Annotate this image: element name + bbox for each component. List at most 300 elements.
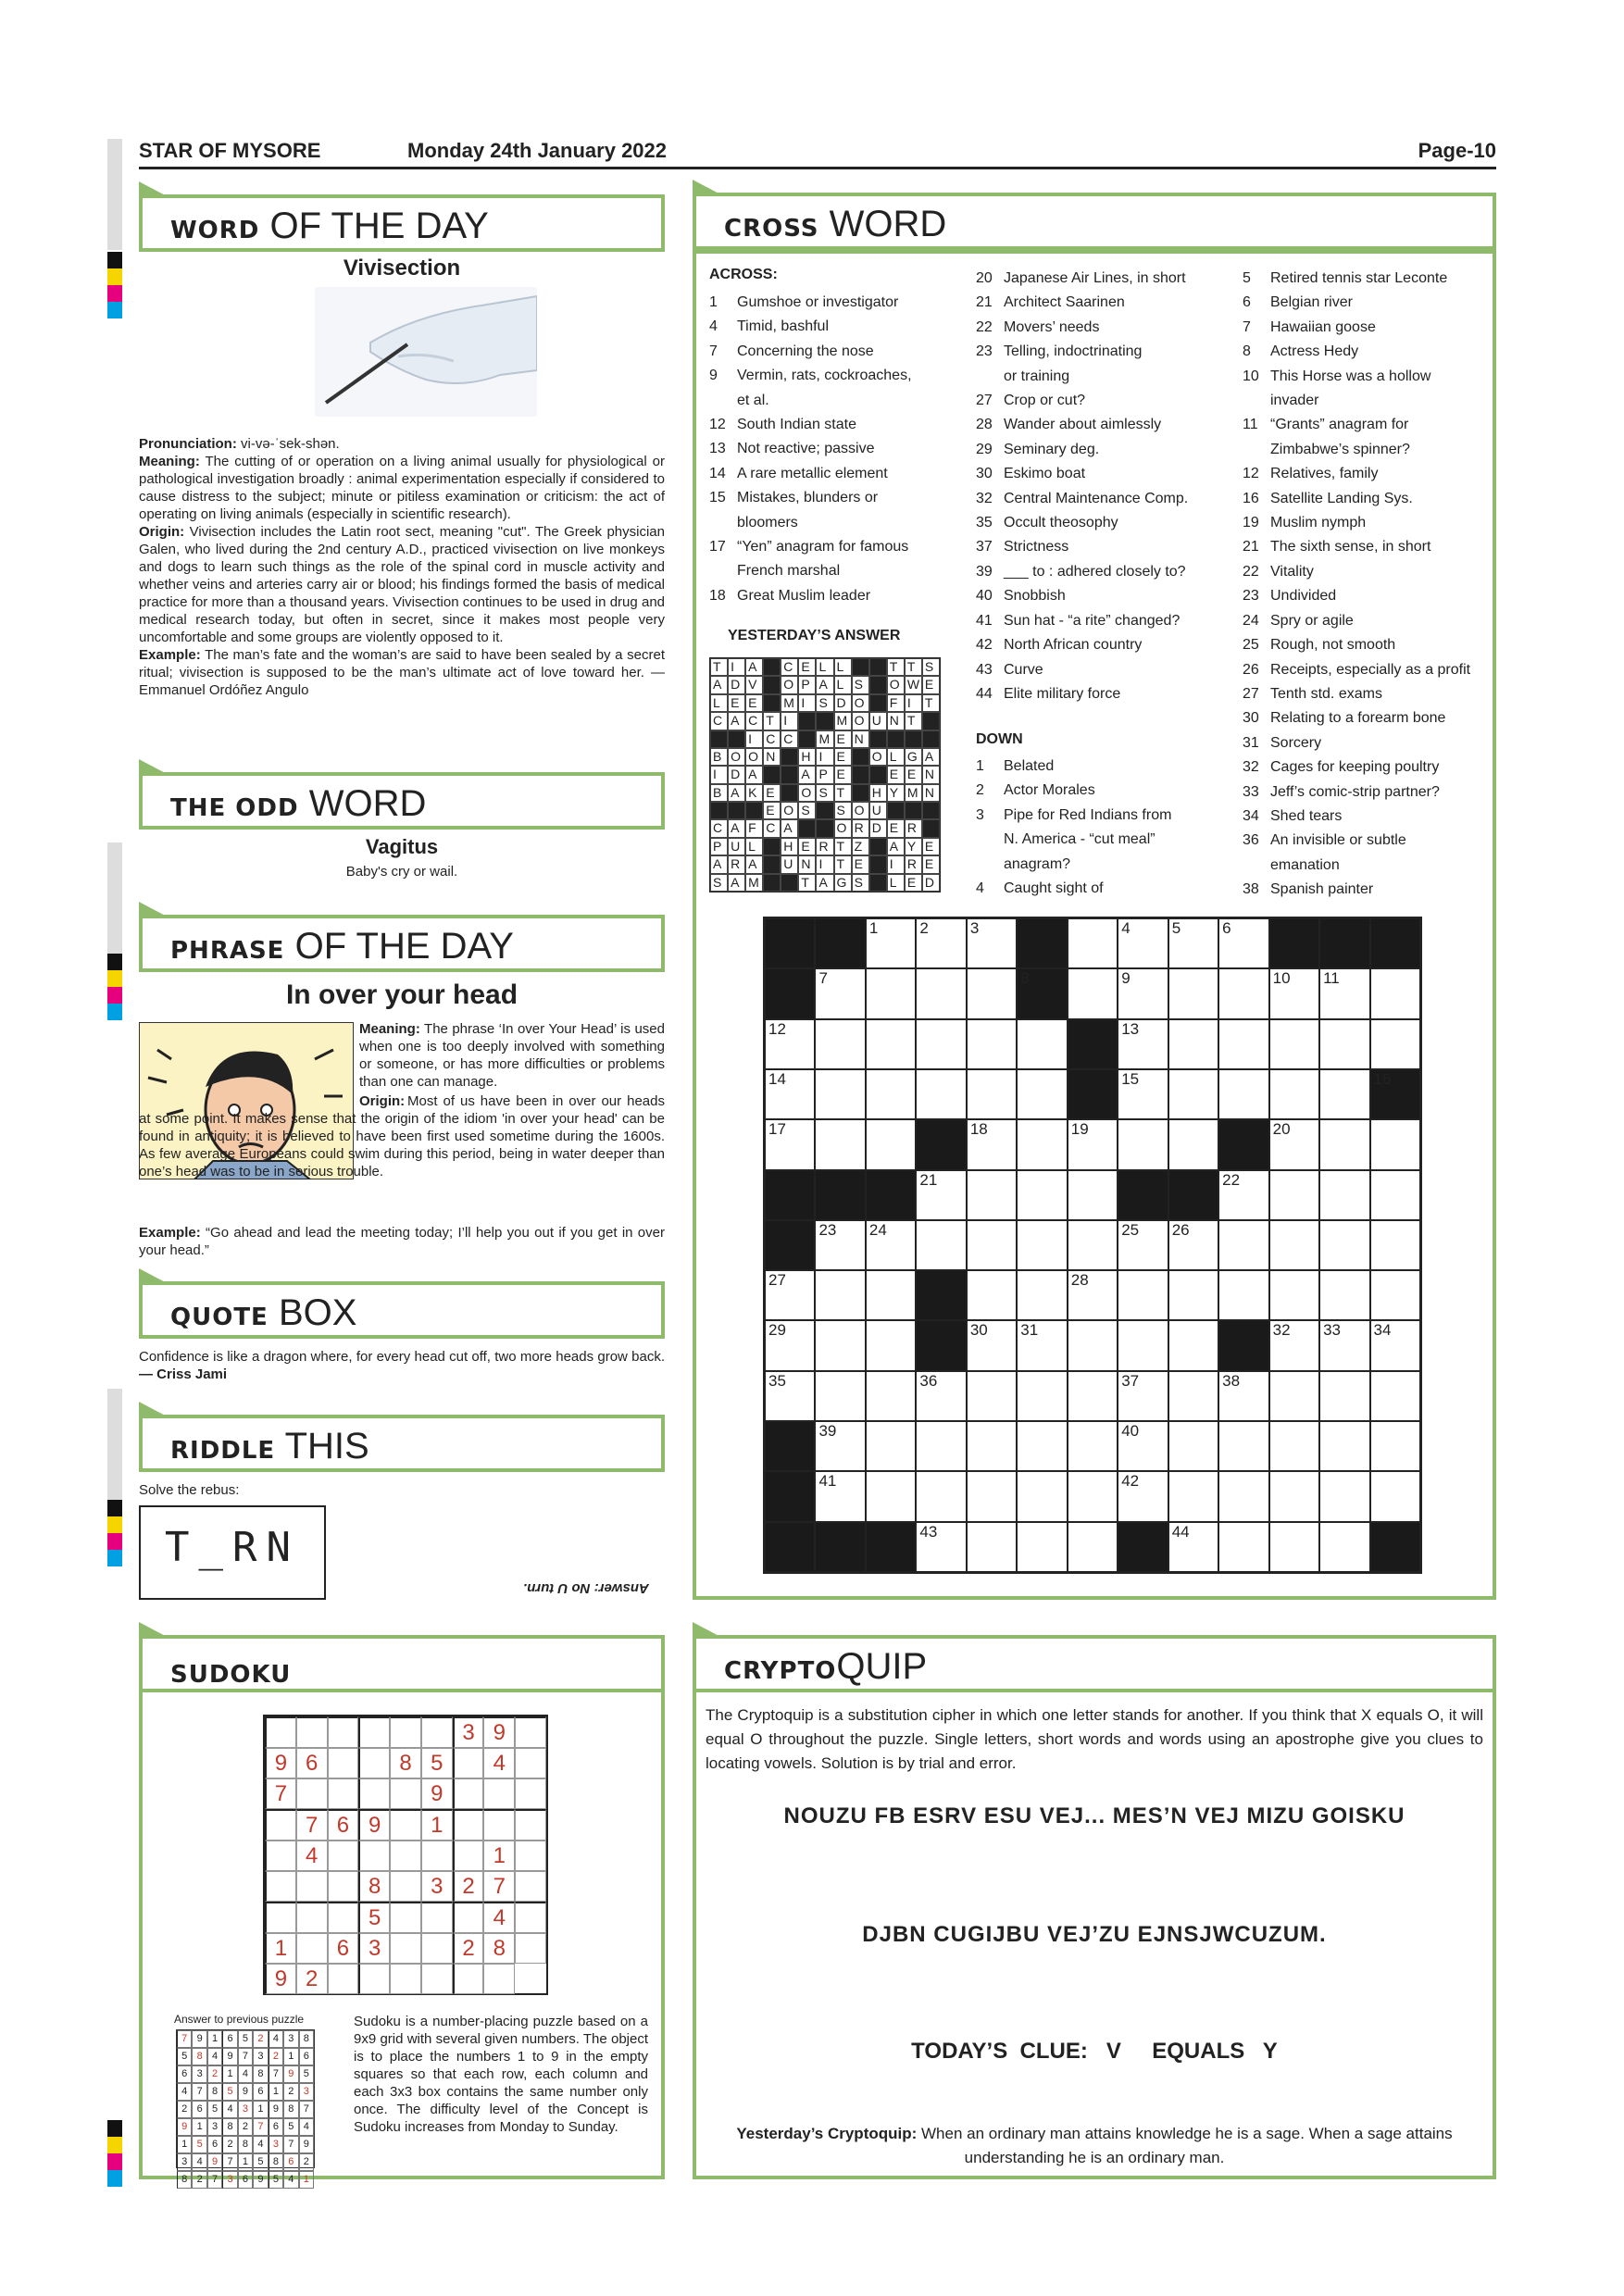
crossword-cell[interactable]	[967, 1069, 1017, 1119]
sudoku-cell[interactable]	[358, 1964, 390, 1994]
crossword-cell[interactable]	[1269, 1019, 1319, 1069]
yesterday-cell: Y	[887, 784, 905, 802]
sudoku-cell[interactable]: 4	[483, 1902, 515, 1933]
clue-text: Sun hat - “a rite” changed?	[1004, 612, 1181, 629]
cell-number: 27	[768, 1271, 786, 1290]
crossword-cell[interactable]	[1370, 1270, 1420, 1320]
crossword-cell[interactable]	[1068, 968, 1118, 1018]
sudoku-cell[interactable]	[328, 1964, 359, 1994]
sudoku-cell[interactable]	[296, 1933, 328, 1964]
crossword-cell[interactable]	[1319, 1320, 1369, 1370]
prev-sudoku-cell: 9	[238, 2083, 253, 2101]
sudoku-cell[interactable]: 1	[421, 1809, 453, 1841]
sudoku-cell[interactable]: 3	[453, 1716, 484, 1748]
crossword-cell[interactable]	[866, 1270, 916, 1320]
sudoku-cell[interactable]: 3	[358, 1933, 390, 1964]
sudoku-cell[interactable]: 2	[453, 1871, 484, 1902]
crossword-cell[interactable]	[916, 1471, 966, 1521]
crossword-cell	[1370, 1522, 1420, 1572]
yesterday-cell: N	[763, 748, 781, 766]
cell-number: 32	[1272, 1321, 1291, 1340]
prev-sudoku-cell: 7	[207, 2171, 222, 2189]
crossword-cell[interactable]	[916, 1170, 966, 1220]
crossword-cell[interactable]	[1269, 968, 1319, 1018]
crossword-cell[interactable]	[1017, 1320, 1067, 1370]
clue-item	[1243, 731, 1491, 755]
sudoku-cell[interactable]	[390, 1964, 421, 1994]
crossword-cell[interactable]	[916, 1522, 966, 1572]
sudoku-cell[interactable]	[453, 1902, 484, 1933]
yesterday-cell	[852, 658, 869, 676]
clue-text: Belated	[1004, 758, 1055, 774]
sudoku-cell[interactable]	[453, 1778, 484, 1809]
yesterday-cell: A	[710, 676, 728, 693]
yesterday-cell: S	[922, 658, 940, 676]
clue-text: Pipe for Red Indians from	[1004, 806, 1172, 823]
crossword-cell[interactable]	[815, 1471, 865, 1521]
sudoku-cell[interactable]: 7	[483, 1871, 515, 1902]
crossword-cell[interactable]	[916, 1421, 966, 1471]
crossword-cell[interactable]	[916, 918, 966, 968]
crossword-cell[interactable]	[1370, 1320, 1420, 1370]
crossword-cell[interactable]	[1269, 1220, 1319, 1270]
crossword-cell[interactable]	[1068, 1119, 1118, 1169]
crossword-cell[interactable]	[765, 1019, 815, 1069]
crossword-cell[interactable]	[1068, 1270, 1118, 1320]
sudoku-cell[interactable]	[328, 1748, 359, 1778]
crossword-cell[interactable]	[1319, 1522, 1369, 1572]
prev-sudoku-cell: 1	[207, 2030, 222, 2048]
sudoku-cell[interactable]: 7	[265, 1778, 296, 1809]
crossword-cell[interactable]	[1319, 1019, 1369, 1069]
crossword-cell[interactable]	[967, 1220, 1017, 1270]
sudoku-cell[interactable]	[453, 1809, 484, 1841]
crossword-cell[interactable]	[1017, 1019, 1067, 1069]
sudoku-cell[interactable]: 9	[483, 1716, 515, 1748]
crossword-cell[interactable]	[1269, 1069, 1319, 1119]
crossword-cell[interactable]	[1168, 1119, 1218, 1169]
crossword-cell[interactable]	[1370, 1170, 1420, 1220]
crossword-cell[interactable]	[1017, 1421, 1067, 1471]
crossword-cell	[765, 1522, 815, 1572]
sudoku-cell[interactable]	[421, 1902, 453, 1933]
crossword-cell[interactable]	[1118, 1320, 1168, 1370]
crossword-cell[interactable]	[866, 1320, 916, 1370]
crossword-cell[interactable]	[1218, 1019, 1268, 1069]
sudoku-cell[interactable]: 5	[358, 1902, 390, 1933]
crossword-cell[interactable]	[1370, 1019, 1420, 1069]
sudoku-cell[interactable]: 2	[453, 1933, 484, 1964]
sudoku-cell[interactable]	[390, 1716, 421, 1748]
crossword-cell[interactable]	[1017, 1371, 1067, 1421]
crossword-cell[interactable]	[1017, 1522, 1067, 1572]
sudoku-cell[interactable]: 9	[358, 1809, 390, 1841]
clue-number: 26	[1243, 661, 1259, 678]
sudoku-cell[interactable]: 6	[328, 1933, 359, 1964]
sudoku-cell[interactable]	[265, 1841, 296, 1871]
sudoku-cell[interactable]	[265, 1902, 296, 1933]
crossword-cell[interactable]	[815, 1421, 865, 1471]
crossword-cell[interactable]	[1118, 1371, 1168, 1421]
sudoku-cell[interactable]: 2	[296, 1964, 328, 1994]
word-of-day-body: Pronunciation: vi-və-ˈsek-shən. Meaning: The cutting of or operation on a living animal usually for physiological or pathological investigation broadly : animal experimentation especially if considered to cause distress to the subject; minute or pitiless examination or criticism: the act of operating on living animals (especially in scientific research). Origin: Vivisection includes the Latin root sect, meaning "cut". The Greek physician Galen, who lived during the 2nd century A.D., practiced vivisection on live monkeys and dogs to learn such things as the role of the spinal cord in muscle activity and whether veins and arteries carry air or blood; his findings formed the basis of medical practice for more than a thousand years. Vivisection continues to be used in drug and medical research today, but often in secret, since it makes most people very uncomfortable and some groups are violently opposed to it. Example: The man’s fate and the woman’s are said to have been sealed by a secret ritual; vivisection is supposed to be the man’s ultimate act of love toward her. — Emmanuel Ordóñez Angulo	[139, 436, 665, 698]
crossword-cell	[1370, 918, 1420, 968]
clue-number: 21	[976, 294, 993, 311]
clue-item	[1243, 413, 1491, 437]
crossword-cell[interactable]	[1168, 968, 1218, 1018]
crossword-cell[interactable]	[1168, 1320, 1218, 1370]
crossword-cell[interactable]	[916, 1069, 966, 1119]
crossword-cell[interactable]	[1068, 918, 1118, 968]
crossword-cell[interactable]	[1218, 918, 1268, 968]
sudoku-cell[interactable]: 6	[328, 1809, 359, 1841]
crossword-cell[interactable]	[1218, 1069, 1268, 1119]
clue-text: Movers’ needs	[1004, 318, 1100, 335]
crossword-cell[interactable]	[967, 1320, 1017, 1370]
crossword-cell[interactable]	[1118, 1019, 1168, 1069]
prev-sudoku-cell: 4	[177, 2083, 192, 2101]
cryptoquip-yesterday: Yesterday’s Cryptoquip: When an ordinary man attains knowledge he is a sage. When a sage attains understanding he is an ordinary man.	[736, 2125, 1453, 2166]
sudoku-cell[interactable]: 4	[483, 1748, 515, 1778]
crossword-cell[interactable]	[1017, 1170, 1067, 1220]
yesterday-cell	[781, 784, 798, 802]
sudoku-cell[interactable]	[515, 1778, 546, 1809]
sudoku-cell[interactable]	[390, 1871, 421, 1902]
yesterday-cell	[869, 766, 887, 783]
crossword-cell[interactable]	[866, 968, 916, 1018]
crossword-cell[interactable]	[1118, 968, 1168, 1018]
sudoku-cell[interactable]	[265, 1809, 296, 1841]
crossword-cell[interactable]	[1269, 1320, 1319, 1370]
sudoku-cell[interactable]: 8	[390, 1748, 421, 1778]
clue-item	[1243, 462, 1491, 486]
sudoku-cell[interactable]	[328, 1902, 359, 1933]
prev-sudoku-cell: 3	[283, 2030, 298, 2048]
cell-number: 21	[919, 1170, 938, 1189]
yesterday-cell: M	[781, 694, 798, 712]
crossword-cell[interactable]	[1068, 1371, 1118, 1421]
sudoku-cell[interactable]	[515, 1902, 546, 1933]
crossword-cell[interactable]	[866, 1220, 916, 1270]
crossword-cell[interactable]	[916, 1371, 966, 1421]
crossword-cell[interactable]	[1370, 968, 1420, 1018]
clue-item	[709, 291, 950, 315]
crossword-cell[interactable]	[1168, 1220, 1218, 1270]
crossword-cell[interactable]	[765, 1119, 815, 1169]
sudoku-cell[interactable]	[296, 1778, 328, 1809]
crossword-cell[interactable]	[1319, 1119, 1369, 1169]
clue-item	[709, 364, 950, 388]
prev-sudoku-cell: 6	[253, 2083, 268, 2101]
crossword-cell[interactable]	[815, 1270, 865, 1320]
crossword-cell[interactable]	[967, 1522, 1017, 1572]
sudoku-cell[interactable]	[358, 1778, 390, 1809]
crossword-cell[interactable]	[1017, 1270, 1067, 1320]
cryptoquip-title: CRYPTOQUIP	[693, 1635, 1496, 1692]
yesterday-cell: I	[905, 694, 922, 712]
crossword-cell	[1218, 1320, 1268, 1370]
print-strip-4	[107, 2137, 122, 2153]
clue-text: Architect Saarinen	[1004, 294, 1125, 311]
sudoku-cell[interactable]	[328, 1841, 359, 1871]
crossword-cell[interactable]	[1319, 1170, 1369, 1220]
crossword-cell[interactable]	[916, 968, 966, 1018]
yesterday-cell: C	[745, 712, 763, 730]
clue-text: Receipts, especially as a profit	[1270, 661, 1471, 678]
crossword-cell[interactable]	[1218, 1421, 1268, 1471]
yesterday-cell: C	[781, 730, 798, 748]
crossword-cell[interactable]	[765, 1371, 815, 1421]
yesterday-cell: E	[745, 694, 763, 712]
crossword-cell[interactable]	[866, 1119, 916, 1169]
crossword-cell[interactable]	[1319, 968, 1369, 1018]
sudoku-cell[interactable]: 6	[296, 1748, 328, 1778]
crossword-cell[interactable]	[967, 968, 1017, 1018]
crossword-cell[interactable]	[815, 1069, 865, 1119]
crossword-cell[interactable]	[1068, 1320, 1118, 1370]
print-strip-2	[107, 1004, 122, 1020]
crossword-cell[interactable]	[1218, 1471, 1268, 1521]
crossword-cell[interactable]	[1118, 1220, 1168, 1270]
crossword-cell[interactable]	[1218, 1220, 1268, 1270]
sudoku-cell[interactable]: 9	[265, 1964, 296, 1994]
crossword-cell[interactable]	[1370, 1371, 1420, 1421]
crossword-cell[interactable]	[765, 1320, 815, 1370]
crossword-cell[interactable]	[1068, 1471, 1118, 1521]
crossword-cell[interactable]	[1118, 1471, 1168, 1521]
crossword-cell[interactable]	[1319, 1421, 1369, 1471]
clue-number: 7	[1243, 318, 1251, 335]
crossword-cell[interactable]	[1269, 1170, 1319, 1220]
crossword-cell[interactable]	[1068, 1220, 1118, 1270]
crossword-cell[interactable]	[967, 1371, 1017, 1421]
crossword-cell[interactable]	[1319, 1371, 1369, 1421]
crossword-cell[interactable]	[1118, 918, 1168, 968]
sudoku-cell[interactable]	[515, 1933, 546, 1964]
across-clues-col1	[709, 291, 950, 608]
crossword-cell[interactable]	[866, 1371, 916, 1421]
crossword-cell[interactable]	[765, 1069, 815, 1119]
yesterday-cell: S	[834, 802, 852, 819]
crossword-cell[interactable]	[1168, 1522, 1218, 1572]
crossword-cell[interactable]	[1370, 1220, 1420, 1270]
cell-number: 44	[1171, 1522, 1190, 1541]
sudoku-cell[interactable]: 9	[421, 1778, 453, 1809]
sudoku-cell[interactable]	[515, 1871, 546, 1902]
phrase-origin-text: Most of us have been in over our heads at some point. It makes sense that the origin of the idiom 'in over your head' can be found in antiquity; it is believed to have been first used sometime during the 1600s. As few average Europeans could swim during this period, being in water deeper than one’s head was to be in serious trouble.	[139, 1093, 665, 1179]
cell-number: 37	[1121, 1371, 1140, 1390]
sudoku-cell[interactable]	[453, 1748, 484, 1778]
word-of-day-word: Vivisection	[343, 256, 461, 281]
crossword-cell[interactable]	[815, 1320, 865, 1370]
yesterday-cell	[763, 855, 781, 873]
sudoku-cell[interactable]: 8	[358, 1871, 390, 1902]
crossword-cell	[916, 1270, 966, 1320]
crossword-cell[interactable]	[815, 1119, 865, 1169]
yesterday-cell	[710, 730, 728, 748]
crossword-cell[interactable]	[1017, 1471, 1067, 1521]
yesterday-cell: A	[728, 874, 745, 892]
crossword-cell[interactable]	[1118, 1069, 1168, 1119]
crossword-cell[interactable]	[1319, 1069, 1369, 1119]
yesterday-cell	[798, 730, 816, 748]
cell-number: 9	[1121, 969, 1131, 988]
crossword-cell[interactable]	[1218, 1522, 1268, 1572]
sudoku-cell[interactable]	[483, 1778, 515, 1809]
clue-text: et al.	[737, 392, 769, 408]
sudoku-cell[interactable]	[390, 1809, 421, 1841]
prev-sudoku-cell: 5	[283, 2118, 298, 2136]
sudoku-cell[interactable]	[483, 1964, 515, 1994]
sudoku-cell[interactable]	[515, 1716, 546, 1748]
crossword-cell[interactable]	[967, 1119, 1017, 1169]
sudoku-cell[interactable]	[421, 1964, 453, 1994]
clue-text: Vermin, rats, cockroaches,	[737, 368, 912, 384]
clue-number: 21	[1243, 539, 1259, 555]
crossword-cell[interactable]	[967, 1019, 1017, 1069]
crossword-cell[interactable]	[967, 1270, 1017, 1320]
sudoku-cell[interactable]	[296, 1716, 328, 1748]
clue-item	[976, 755, 1235, 779]
yesterday-cell	[816, 819, 833, 837]
sudoku-cell[interactable]: 1	[483, 1841, 515, 1871]
crossword-cell[interactable]	[1218, 968, 1268, 1018]
sudoku-cell[interactable]	[328, 1871, 359, 1902]
crossword-cell[interactable]	[1017, 1119, 1067, 1169]
prev-sudoku-cell: 2	[238, 2118, 253, 2136]
clue-item	[1243, 854, 1491, 878]
crossword-cell[interactable]	[916, 1220, 966, 1270]
clue-item	[1243, 805, 1491, 829]
crossword-cell[interactable]	[1118, 1119, 1168, 1169]
sudoku-cell[interactable]	[453, 1964, 484, 1994]
crossword-cell[interactable]	[815, 1019, 865, 1069]
crossword-cell[interactable]	[765, 1270, 815, 1320]
sudoku-cell[interactable]: 1	[265, 1933, 296, 1964]
crossword-cell[interactable]	[1269, 1371, 1319, 1421]
crossword-cell[interactable]	[967, 1421, 1017, 1471]
crossword-cell[interactable]	[1118, 1270, 1168, 1320]
clue-text: Strictness	[1004, 539, 1069, 555]
prev-sudoku-cell: 4	[238, 2065, 253, 2083]
sudoku-cell[interactable]	[390, 1902, 421, 1933]
crossword-cell[interactable]	[1168, 1421, 1218, 1471]
clue-number: 36	[1243, 832, 1259, 849]
cell-number: 26	[1171, 1220, 1190, 1239]
sudoku-cell[interactable]	[296, 1871, 328, 1902]
crossword-cell[interactable]	[1269, 1471, 1319, 1521]
crossword-cell[interactable]	[815, 968, 865, 1018]
sudoku-cell[interactable]	[358, 1748, 390, 1778]
sudoku-cell[interactable]	[390, 1841, 421, 1871]
crossword-cell[interactable]	[967, 1471, 1017, 1521]
crossword-cell[interactable]	[815, 1220, 865, 1270]
sudoku-cell[interactable]: 8	[483, 1933, 515, 1964]
yesterday-cell	[905, 802, 922, 819]
sudoku-cell[interactable]	[328, 1778, 359, 1809]
crossword-cell[interactable]	[1168, 1471, 1218, 1521]
crossword-cell[interactable]	[1370, 1421, 1420, 1471]
quote-text: Confidence is like a dragon where, for every head cut off, two more heads grow back. — Criss Jami	[139, 1349, 665, 1382]
crossword-cell[interactable]	[1068, 1522, 1118, 1572]
sudoku-cell[interactable]	[265, 1716, 296, 1748]
crossword-cell[interactable]	[1068, 1170, 1118, 1220]
crossword-cell[interactable]	[866, 918, 916, 968]
crossword-cell[interactable]	[1370, 1471, 1420, 1521]
crossword-cell[interactable]	[1168, 1270, 1218, 1320]
crossword-cell[interactable]	[1017, 1069, 1067, 1119]
sudoku-cell[interactable]	[421, 1933, 453, 1964]
crossword-cell[interactable]	[1319, 1471, 1369, 1521]
sudoku-cell[interactable]	[390, 1933, 421, 1964]
sudoku-cell[interactable]	[296, 1902, 328, 1933]
crossword-cell[interactable]	[967, 1170, 1017, 1220]
crossword-cell[interactable]	[1269, 1270, 1319, 1320]
sudoku-cell[interactable]	[483, 1809, 515, 1841]
sudoku-cell[interactable]	[328, 1716, 359, 1748]
sudoku-cell[interactable]	[265, 1871, 296, 1902]
yesterday-cell: S	[816, 694, 833, 712]
sudoku-cell[interactable]	[358, 1716, 390, 1748]
crossword-cell[interactable]	[1218, 1270, 1268, 1320]
crossword-cell[interactable]	[1319, 1270, 1369, 1320]
crossword-cell[interactable]	[1068, 1421, 1118, 1471]
sudoku-cell[interactable]: 9	[265, 1748, 296, 1778]
crossword-cell[interactable]	[866, 1471, 916, 1521]
crossword-cell[interactable]	[866, 1421, 916, 1471]
crossword-cell[interactable]	[866, 1019, 916, 1069]
sudoku-cell[interactable]	[453, 1841, 484, 1871]
sudoku-cell[interactable]	[390, 1778, 421, 1809]
crossword-cell[interactable]	[1218, 1170, 1268, 1220]
riddle-title: RIDDLE THIS	[139, 1415, 665, 1472]
sudoku-cell[interactable]: 3	[421, 1871, 453, 1902]
crossword-cell[interactable]	[1118, 1421, 1168, 1471]
sudoku-cell[interactable]: 7	[296, 1809, 328, 1841]
crossword-cell[interactable]	[815, 1371, 865, 1421]
crossword-cell[interactable]	[866, 1069, 916, 1119]
crossword-cell[interactable]	[1370, 1119, 1420, 1169]
crossword-cell	[1017, 968, 1067, 1018]
crossword-cell[interactable]	[916, 1019, 966, 1069]
crossword-cell[interactable]	[1218, 1371, 1268, 1421]
sudoku-cell[interactable]	[515, 1748, 546, 1778]
prev-sudoku-cell: 1	[299, 2171, 314, 2189]
sudoku-cell[interactable]: 4	[296, 1841, 328, 1871]
sudoku-cell[interactable]	[515, 1809, 546, 1841]
crossword-cell[interactable]	[1319, 1220, 1369, 1270]
crossword-cell[interactable]	[967, 918, 1017, 968]
crossword-cell[interactable]	[1017, 1220, 1067, 1270]
prev-sudoku-cell: 5	[177, 2048, 192, 2065]
clue-text: Belgian river	[1270, 294, 1353, 311]
crossword-cell[interactable]	[1168, 918, 1218, 968]
yesterday-cell: E	[834, 730, 852, 748]
sudoku-cell[interactable]: 5	[421, 1748, 453, 1778]
crossword-cell[interactable]	[1269, 1421, 1319, 1471]
clue-number: 15	[709, 490, 726, 506]
sudoku-cell[interactable]	[515, 1841, 546, 1871]
crossword-cell[interactable]	[1168, 1069, 1218, 1119]
sudoku-cell[interactable]	[421, 1716, 453, 1748]
print-strip-1	[107, 268, 122, 285]
sudoku-cell[interactable]	[358, 1841, 390, 1871]
crossword-cell[interactable]	[1168, 1019, 1218, 1069]
crossword-cell[interactable]	[1269, 1522, 1319, 1572]
crossword-cell[interactable]	[1269, 1119, 1319, 1169]
crossword-cell[interactable]	[1168, 1371, 1218, 1421]
sudoku-cell[interactable]	[421, 1841, 453, 1871]
